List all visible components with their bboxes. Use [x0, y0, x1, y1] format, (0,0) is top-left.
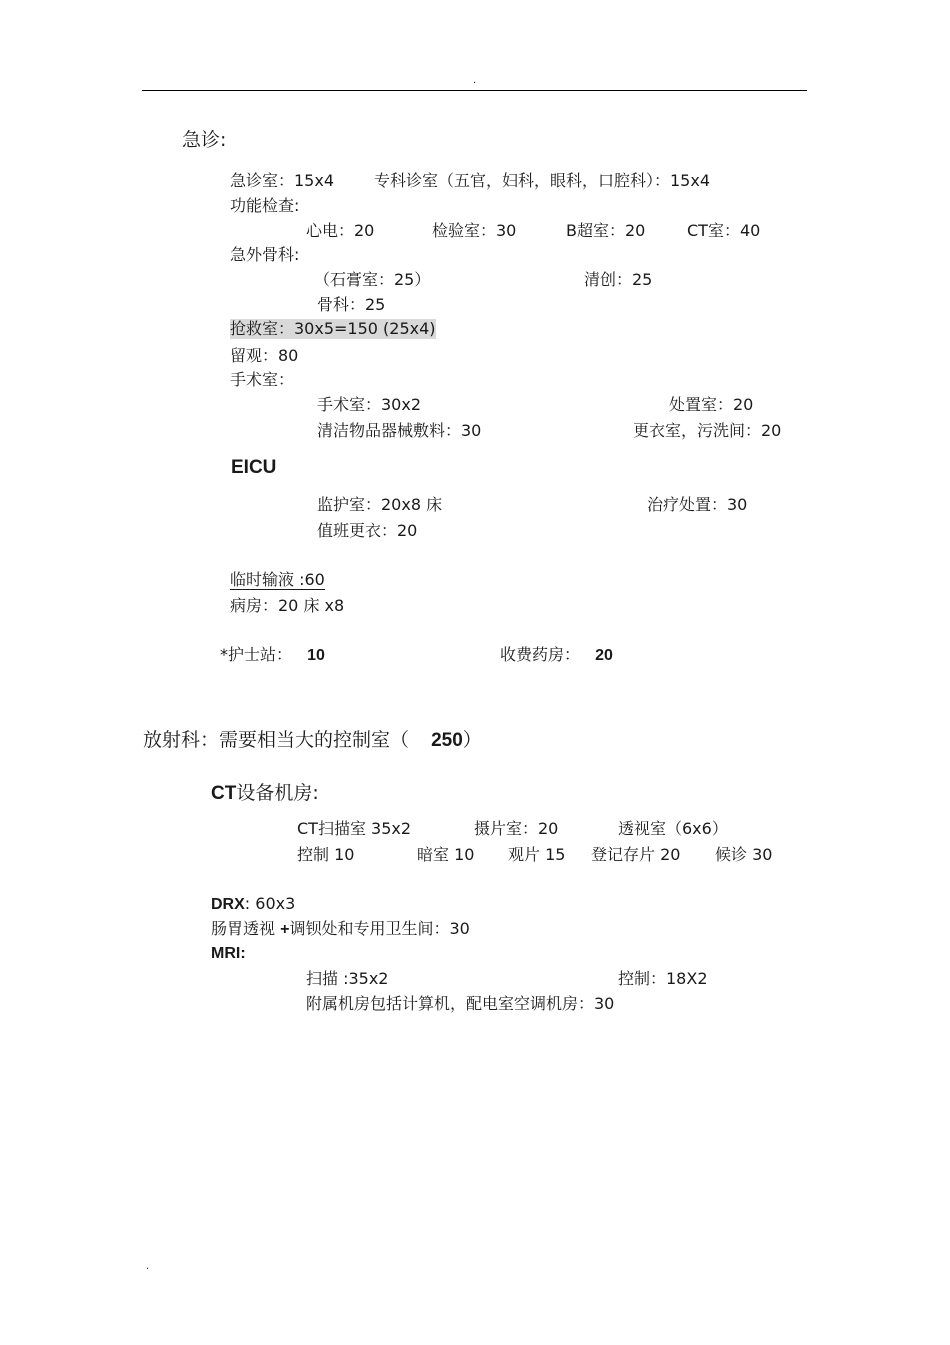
line-duty: 值班更衣：20 — [317, 521, 418, 540]
eicu-title: EICU — [231, 457, 277, 478]
section-title-emergency: 急诊: — [182, 129, 227, 151]
line-rescue: 抢救室：30x5=150 (25x4) — [230, 319, 436, 338]
line-mri-aux: 附属机房包括计算机，配电室空调机房：30 — [306, 994, 615, 1013]
line-debride: 清创：25 — [584, 270, 653, 289]
line-treat: 处置室：20 — [669, 395, 754, 414]
line-operating-title: 手术室： — [230, 370, 295, 389]
ct-room-title-text: 设备机房: — [236, 782, 319, 804]
line-operating: 手术室：30x2 — [317, 395, 422, 414]
ct-room-title-bold: CT — [211, 783, 237, 804]
radiology-title-text: 放射科：需要相当大的控制室（ — [143, 729, 410, 751]
line-view: 观片 15 — [508, 845, 566, 864]
ct-room-title — [211, 783, 319, 804]
line-drx — [211, 894, 295, 915]
header-rule — [142, 90, 807, 91]
line-ct-scan: CT扫描室 35x2 — [297, 819, 412, 838]
line-control: 控制 10 — [297, 845, 355, 864]
drx-value: : 60x3 — [244, 894, 296, 913]
line-change: 更衣室，污洗间：20 — [633, 421, 782, 440]
line-ct: CT室：40 — [687, 221, 761, 240]
line-plaster: （石膏室：25） — [314, 270, 431, 289]
line-ecg: 心电：20 — [306, 221, 375, 240]
line-specialty-rooms: 专科诊室（五官，妇科，眼科，口腔科）：15x4 — [374, 171, 711, 190]
header-dot: . — [473, 75, 477, 86]
radiology-title-close: ） — [462, 729, 482, 751]
nurse-value: 10 — [307, 647, 325, 664]
drx-label: DRX — [211, 896, 245, 913]
nurse-label: *护士站： — [220, 645, 293, 664]
section-title-radiology — [143, 730, 482, 751]
line-monitor: 监护室：20x8 床 — [317, 495, 443, 514]
gi-plus: + — [280, 921, 290, 938]
line-fluoro: 透视室（6x6） — [618, 819, 728, 838]
line-lab: 检验室：30 — [432, 221, 517, 240]
gi-text: 肠胃透视 — [211, 919, 281, 938]
mri-title: MRI: — [211, 945, 246, 962]
line-infusion: 临时输液 :60 — [230, 570, 325, 589]
line-mri-scan: 扫描 :35x2 — [306, 969, 389, 988]
line-gi — [211, 919, 470, 940]
line-wait: 候诊 30 — [715, 845, 773, 864]
line-emergency-room: 急诊室：15x4 — [230, 171, 335, 190]
line-ortho: 骨科：25 — [317, 295, 386, 314]
line-surgery-title: 急外骨科: — [230, 245, 300, 264]
line-observe: 留观：80 — [230, 346, 299, 365]
line-function-title: 功能检查: — [230, 196, 300, 215]
pharmacy-label: 收费药房： — [500, 645, 581, 664]
line-mri-control: 控制：18X2 — [618, 969, 708, 988]
footer-dot: . — [146, 1261, 150, 1272]
line-dark: 暗室 10 — [417, 845, 475, 864]
line-register: 登记存片 20 — [591, 845, 681, 864]
pharmacy-value: 20 — [595, 647, 613, 664]
line-nurse-station — [220, 645, 325, 666]
line-treatment: 治疗处置：30 — [647, 495, 748, 514]
gi-rest: 调钡处和专用卫生间：30 — [289, 919, 470, 938]
radiology-title-number: 250 — [431, 730, 463, 751]
line-pharmacy — [500, 645, 613, 666]
line-clean: 清洁物品器械敷料：30 — [317, 421, 482, 440]
line-ward: 病房：20 床 x8 — [230, 596, 345, 615]
line-bus: B超室：20 — [566, 221, 646, 240]
line-photo: 摄片室：20 — [474, 819, 559, 838]
